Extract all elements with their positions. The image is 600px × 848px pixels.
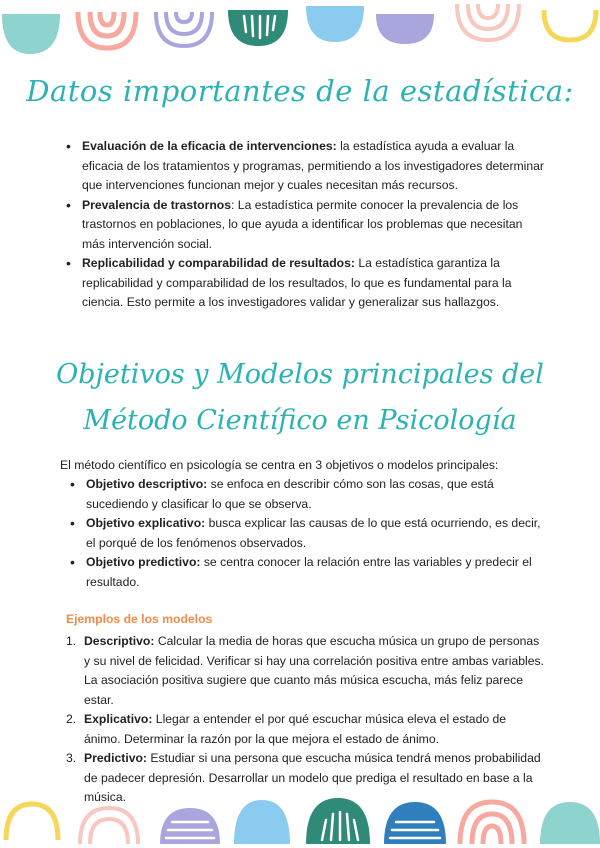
pink-rings-shape [78,12,136,48]
title-line-1: Objetivos y Modelos principales del [56,359,544,390]
navy-dome-shape [384,802,446,844]
section-title-metodo-cientifico [0,352,600,444]
lavender-swirl-shape [156,12,212,46]
blue-bowl-shape [306,6,364,42]
list-item: 2. Explicativo: Llegar a entender el por qué escuchar música eleva el estado de ánimo. Determinar la razón por la que mejora el estado de ánimo. [66,712,507,746]
yellow-arc-shape [6,804,58,840]
lavender-dome-shape [160,808,220,844]
estadistica-bullet-list [66,137,544,313]
teal-bowl-shape [2,14,60,54]
list-item: • Objetivo descriptivo: se enfoca en describir cómo son las cosas, que está sucediendo y clasificar lo que se observa. [70,475,545,514]
teal-dome-shape [540,802,600,844]
list-item: • Evaluación de la eficacia de intervenciones: la estadística ayuda a evaluar la eficacia de los tratamientos y programas, permitiendo a los investigadores determinar que intervenciones funcionan mejor y cuales necesitan más recursos. [66,137,544,196]
objetivos-bullet-list [70,475,545,592]
list-item: • Replicabilidad y comparabilidad de resultados: La estadística garantiza la replicabilidad y comparabilidad de los resultados, lo que es fundamental para la ciencia. Esto permite a los investigadores validar y generalizar sus hallazgos. [66,254,544,313]
green-dome-shape [228,10,288,46]
lavender-bowl-shape [376,14,434,44]
green-dome-shape [306,798,370,844]
objetivos-intro: El método científico en psicología se centra en 3 objetivos o modelos principales: [60,458,499,472]
decorative-header-shapes [0,0,600,70]
blue-dome-shape [234,800,290,844]
list-item: 3. Predictivo: Estudiar si una persona que escucha música tendrá menos probabilidad de padecer depresión. Desarrollar un modelo que prediga el resultado en base a la música. [66,751,541,804]
pink-rings-shape [460,802,524,844]
list-item: • Objetivo predictivo: se centra conocer la relación entre las variables y predecir el resultado. [70,553,545,592]
list-item: • Prevalencia de trastornos: La estadística permite conocer la prevalencia de los trastornos en poblaciones, lo que ayuda a identificar los problemas que necesitan más intervención social. [66,196,544,255]
ejemplos-heading: Ejemplos de los modelos [66,612,213,626]
peach-stripe-shape [457,4,519,40]
yellow-arc-shape [544,10,596,40]
list-item: • Objetivo explicativo: busca explicar las causas de lo que está ocurriendo, es decir, el porqué de los fenómenos observados. [70,514,545,553]
pink-stripe-shape [80,808,138,844]
decorative-footer-shapes [0,778,600,848]
section-title-estadistica: Datos importantes de la estadística: [26,74,574,108]
list-item: 1. Descriptivo: Calcular la media de horas que escucha música un grupo de personas y su nivel de felicidad. Verificar si hay una correlación positiva entre ambas variables. La asociación positiva sugiere que cuanto más música escucha, más feliz parece estar. [66,634,544,707]
title-line-2: Método Científico en Psicología [83,405,517,436]
